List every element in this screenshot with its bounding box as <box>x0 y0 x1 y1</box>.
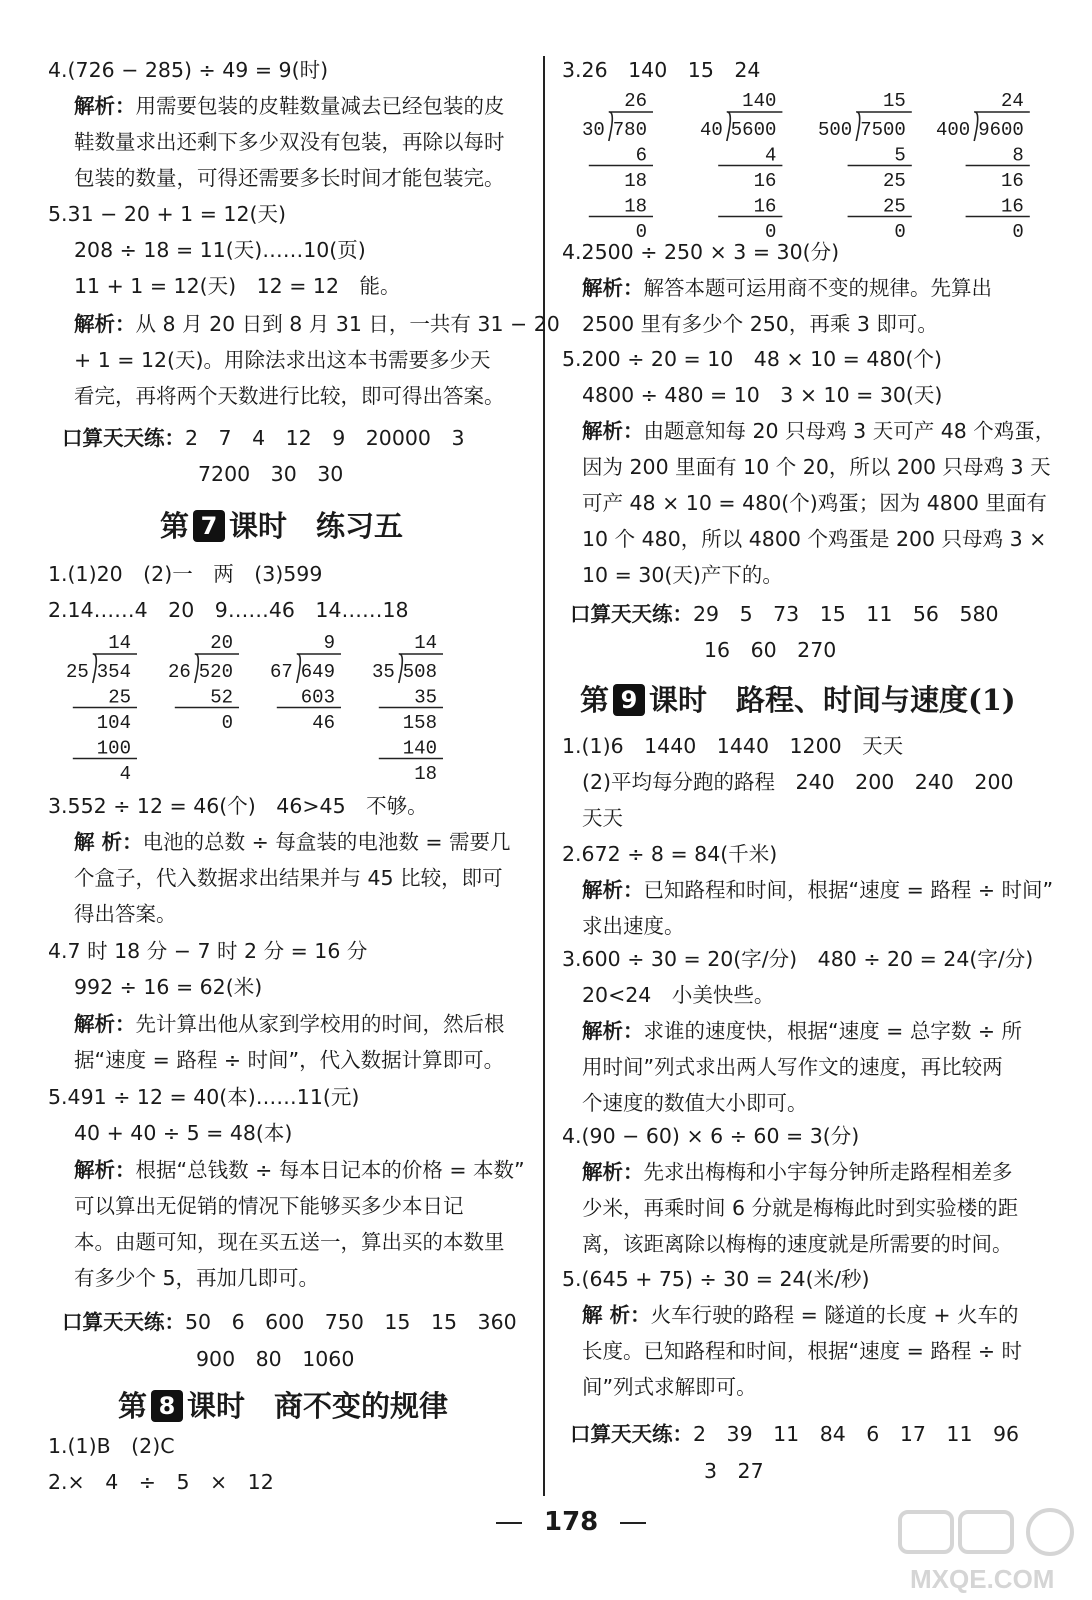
analysis-text: 先求出梅梅和小宇每分钟所走路程相差多 <box>643 1160 1013 1184</box>
lesson-name: 课时 商不变的规律 <box>187 1389 449 1423</box>
lesson-title <box>160 506 403 546</box>
answer-line: 3.552 ÷ 12 = 46(个) 46>45 不够。 <box>48 794 428 818</box>
answer-line: 40 + 40 ÷ 5 = 48(本) <box>74 1121 293 1145</box>
analysis-line: 少米，再乘时间 6 分就是梅梅此时到实验楼的距 <box>582 1196 1019 1220</box>
quotient: 26 <box>624 90 647 112</box>
answer-line: 天天 <box>582 806 623 830</box>
answer-line: 4800 ÷ 480 = 10 3 × 10 = 30(天) <box>582 383 943 407</box>
dividend: 354 <box>96 661 131 683</box>
working-step: 18 <box>624 170 647 192</box>
oral-practice-values: 900 80 1060 <box>196 1347 355 1371</box>
lesson-prefix: 第 <box>118 1389 148 1423</box>
answer-line: 5.31 − 20 + 1 = 12(天) <box>48 202 286 226</box>
working-step: 5 <box>894 144 906 167</box>
analysis-line <box>74 1010 505 1038</box>
answer-line: 4.(90 − 60) × 6 ÷ 60 = 3(分) <box>562 1124 860 1148</box>
page-number-text: 178 <box>544 1507 599 1537</box>
page-number <box>474 1507 668 1537</box>
analysis-line <box>74 92 505 120</box>
answer-line: 4.2500 ÷ 250 × 3 = 30(分) <box>562 240 840 264</box>
analysis-line: 鞋数量求出还剩下多少双没有包装，再除以每时 <box>74 130 505 154</box>
analysis-text: 电池的总数 ÷ 每盒装的电池数 = 需要几 <box>142 830 511 854</box>
analysis-line: 得出答案。 <box>74 902 177 926</box>
analysis-line: 可以算出无促销的情况下能够买多少本日记 <box>74 1194 464 1218</box>
working-step: 6 <box>635 144 647 167</box>
working-step: 16 <box>753 170 777 192</box>
working-step: 100 <box>96 737 131 760</box>
answer-line: 2.× 4 ÷ 5 × 12 <box>48 1470 274 1494</box>
divisor: 35 <box>372 661 395 683</box>
working-step: 4 <box>764 144 777 167</box>
working-step: 104 <box>96 712 131 734</box>
answer-line: 208 ÷ 18 = 11(天)……10(页) <box>74 238 366 262</box>
answer-line: 2.14……4 20 9……46 14……18 <box>48 598 409 622</box>
divisor: 500 <box>818 119 853 141</box>
answer-line: 2.672 ÷ 8 = 84(千米) <box>562 842 778 866</box>
working-step: 0 <box>894 221 906 243</box>
working-step: 25 <box>882 170 906 192</box>
dividend: 780 <box>612 119 647 141</box>
working-step: 25 <box>108 686 131 709</box>
divisor: 25 <box>66 661 89 683</box>
answer-line: 5.(645 + 75) ÷ 30 = 24(米/秒) <box>562 1267 870 1291</box>
answer-line: (2)平均每分跑的路程 240 200 240 200 <box>582 770 1014 794</box>
lesson-name: 课时 练习五 <box>229 509 404 543</box>
divisor: 400 <box>936 119 971 141</box>
oral-practice-values: 16 60 270 <box>704 638 837 662</box>
lesson-number-badge: 8 <box>151 1390 183 1422</box>
analysis-line <box>74 1156 525 1184</box>
dividend: 649 <box>300 661 335 683</box>
analysis-text: 由题意知每 20 只母鸡 3 天可产 48 个鸡蛋， <box>643 419 1056 443</box>
svg-text:MXQE.COM: MXQE.COM <box>910 1564 1055 1594</box>
quotient: 15 <box>882 90 906 112</box>
lesson-number-badge: 7 <box>193 510 225 542</box>
analysis-label: 解 析： <box>74 830 143 854</box>
analysis-line: 可产 48 × 10 = 480(个)鸡蛋；因为 4800 里面有 <box>582 491 1047 515</box>
analysis-line: 求出速度。 <box>582 914 685 938</box>
working-step: 140 <box>402 737 437 760</box>
analysis-label: 解析： <box>582 1160 644 1184</box>
oral-practice-label: 口算天天练： <box>62 426 185 450</box>
analysis-line: + 1 = 12(天)。用除法求出这本书需要多少天 <box>74 348 491 372</box>
analysis-line: 10 个 480，所以 4800 个鸡蛋是 200 只母鸡 3 × <box>582 527 1047 551</box>
answer-line: 1.(1)B (2)C <box>48 1434 175 1458</box>
analysis-line <box>582 417 1055 445</box>
oral-practice-values: 2 39 11 84 6 17 11 96 <box>693 1422 1020 1446</box>
analysis-label: 解析： <box>582 419 644 443</box>
analysis-line: 看完，再将两个天数进行比较，即可得出答案。 <box>74 384 505 408</box>
analysis-label: 解析： <box>74 94 136 118</box>
answer-line: 992 ÷ 16 = 62(米) <box>74 975 263 999</box>
analysis-label: 解析： <box>582 276 644 300</box>
quotient: 140 <box>742 90 777 112</box>
working-step: 603 <box>300 686 335 709</box>
divisor: 40 <box>700 119 723 141</box>
analysis-line: 据“速度 = 路程 ÷ 时间”，代入数据计算即可。 <box>74 1048 505 1072</box>
oral-practice-values: 2 7 4 12 9 20000 3 <box>185 426 465 450</box>
working-step: 0 <box>1012 221 1024 243</box>
oral-practice-line <box>62 424 465 452</box>
oral-practice-label: 口算天天练： <box>62 1310 185 1334</box>
analysis-line: 离，该距离除以梅梅的速度就是所需要的时间。 <box>582 1232 1013 1256</box>
dividend: 9600 <box>978 119 1024 141</box>
answer-line: 3.600 ÷ 30 = 20(字/分) 480 ÷ 20 = 24(字/分) <box>562 947 1034 971</box>
lesson-number-badge: 9 <box>613 684 645 716</box>
page-number-dash <box>620 1522 646 1524</box>
dividend: 7500 <box>860 119 906 141</box>
analysis-label: 解析： <box>74 1012 136 1036</box>
analysis-text: 从 8 月 20 日到 8 月 31 日，一共有 31 − 20 <box>135 312 560 336</box>
lesson-prefix: 第 <box>160 509 190 543</box>
oral-practice-line <box>62 1308 517 1336</box>
lesson-name: 课时 路程、时间与速度(1) <box>649 683 1016 717</box>
lesson-prefix: 第 <box>580 683 610 717</box>
long-division-group <box>66 630 486 790</box>
analysis-line <box>74 828 511 856</box>
analysis-text: 用需要包装的皮鞋数量减去已经包装的皮 <box>135 94 505 118</box>
analysis-text: 已知路程和时间，根据“速度 = 路程 ÷ 时间” <box>643 878 1054 902</box>
analysis-line: 个盒子，代入数据求出结果并与 45 比较，即可 <box>74 866 503 890</box>
analysis-line: 包装的数量，可得还需要多长时间才能包装完。 <box>74 166 505 190</box>
analysis-line <box>74 310 560 338</box>
analysis-line <box>582 1301 1019 1329</box>
analysis-label: 解析： <box>74 1158 136 1182</box>
analysis-line: 长度。已知路程和时间，根据“速度 = 路程 ÷ 时 <box>582 1339 1023 1363</box>
page-number-dash <box>496 1522 522 1524</box>
lesson-title <box>580 680 1016 720</box>
analysis-line: 2500 里有多少个 250，再乘 3 即可。 <box>582 312 938 336</box>
working-step: 52 <box>210 686 233 709</box>
quotient: 20 <box>210 632 233 654</box>
long-division-group <box>582 88 1072 243</box>
watermark-logo <box>890 1500 1090 1600</box>
working-step: 16 <box>753 195 777 218</box>
oral-practice-values: 29 5 73 15 11 56 580 <box>693 602 999 626</box>
dividend: 520 <box>198 661 233 683</box>
answer-line: 5.491 ÷ 12 = 40(本)……11(元) <box>48 1085 360 1109</box>
working-step: 0 <box>764 221 777 243</box>
oral-practice-label: 口算天天练： <box>570 602 693 626</box>
analysis-label: 解析： <box>74 312 136 336</box>
analysis-line <box>582 274 992 302</box>
analysis-line: 本。由题可知，现在买五送一，算出买的本数里 <box>74 1230 505 1254</box>
analysis-label: 解 析： <box>582 1303 651 1327</box>
answer-line: 4.(726 − 285) ÷ 49 = 9(时) <box>48 58 329 82</box>
quotient: 24 <box>1000 90 1024 112</box>
working-step: 0 <box>635 221 647 243</box>
working-step: 4 <box>119 763 131 785</box>
quotient: 14 <box>414 632 437 654</box>
analysis-line: 间”列式求解即可。 <box>582 1375 757 1399</box>
analysis-line: 因为 200 里面有 10 个 20，所以 200 只母鸡 3 天 <box>582 455 1051 479</box>
analysis-label: 解析： <box>582 878 644 902</box>
answer-line: 4.7 时 18 分 − 7 时 2 分 = 16 分 <box>48 939 368 963</box>
answer-line: 11 + 1 = 12(天) 12 = 12 能。 <box>74 274 401 298</box>
analysis-line: 有多少个 5，再加几即可。 <box>74 1266 320 1290</box>
analysis-text: 求谁的速度快，根据“速度 = 总字数 ÷ 所 <box>643 1019 1023 1043</box>
column-divider <box>543 56 545 1496</box>
analysis-line <box>582 876 1053 904</box>
dividend: 508 <box>402 661 437 683</box>
answer-line: 5.200 ÷ 20 = 10 48 × 10 = 480(个) <box>562 347 942 371</box>
answer-line: 1.(1)20 (2)一 两 (3)599 <box>48 562 323 586</box>
quotient: 9 <box>323 632 335 654</box>
analysis-line: 10 = 30(天)产下的。 <box>582 563 783 587</box>
answer-line: 20<24 小美快些。 <box>582 983 775 1007</box>
analysis-line <box>582 1158 1013 1186</box>
analysis-text: 火车行驶的路程 = 隧道的长度 + 火车的 <box>650 1303 1019 1327</box>
working-step: 0 <box>221 712 233 734</box>
working-step: 46 <box>312 712 335 734</box>
oral-practice-line <box>570 1420 1019 1448</box>
working-step: 35 <box>414 686 437 709</box>
analysis-line <box>582 1017 1022 1045</box>
working-step: 16 <box>1000 170 1024 192</box>
oral-practice-values: 3 27 <box>704 1459 764 1483</box>
divisor: 30 <box>582 119 605 141</box>
oral-practice-label: 口算天天练： <box>570 1422 693 1446</box>
analysis-line: 用时间”列式求出两人写作文的速度，再比较两 <box>582 1055 1003 1079</box>
answer-line: 1.(1)6 1440 1440 1200 天天 <box>562 734 904 758</box>
working-step: 18 <box>624 195 647 218</box>
working-step: 8 <box>1012 144 1024 167</box>
working-step: 25 <box>882 195 906 218</box>
dividend: 5600 <box>730 119 777 141</box>
oral-practice-values: 50 6 600 750 15 15 360 <box>185 1310 517 1334</box>
analysis-line: 个速度的数值大小即可。 <box>582 1091 808 1115</box>
quotient: 14 <box>108 632 131 654</box>
lesson-title <box>118 1386 448 1426</box>
analysis-text: 根据“总钱数 ÷ 每本日记本的价格 = 本数” <box>135 1158 525 1182</box>
divisor: 67 <box>270 661 293 683</box>
analysis-label: 解析： <box>582 1019 644 1043</box>
analysis-text: 先计算出他从家到学校用的时间，然后根 <box>135 1012 505 1036</box>
answer-line: 3.26 140 15 24 <box>562 58 761 82</box>
oral-practice-line <box>570 600 999 628</box>
working-step: 158 <box>402 712 437 734</box>
analysis-text: 解答本题可运用商不变的规律。先算出 <box>643 276 992 300</box>
oral-practice-values: 7200 30 30 <box>198 462 344 486</box>
divisor: 26 <box>168 661 191 683</box>
working-step: 16 <box>1000 195 1024 218</box>
working-step: 18 <box>414 763 437 785</box>
